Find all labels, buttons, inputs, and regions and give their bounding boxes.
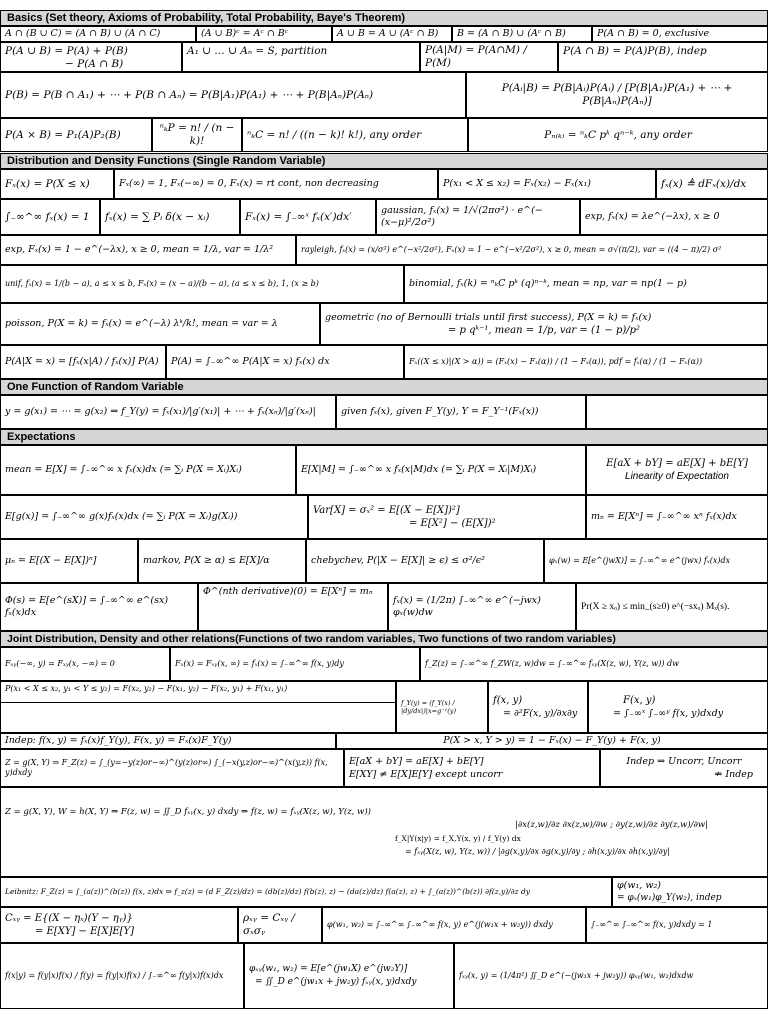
formula-independence-joint: Indep: f(x, y) = fₓ(x)f_Y(y), F(x, y) = Fₓ(x)F_Y(y) (0, 733, 336, 749)
section-header-joint: Joint Distribution, Density and other relations(Functions of two random variables, Two functions of two random variables) (0, 631, 768, 647)
formula-joint-characteristic: φ(w₁, w₂) = ∫₋∞^∞ ∫₋∞^∞ f(x, y) e^(j(w₁x + w₂y)) dxdy (322, 907, 586, 943)
formula-joint-pdf (488, 681, 588, 733)
formula-two-functions-line1: Z = g(X, Y), W = h(X, Y) ⇒ F(z, w) = ∬_D fₓᵧ(x, y) dxdy ⇒ f(z, w) = fₓᵧ(X(z, w), Y(z, w)) (5, 807, 371, 817)
formula-union-prob (0, 42, 182, 72)
formula-cdf-def: Fₓ(x) = P(X ≤ x) (0, 169, 114, 199)
formula-mean: mean = E[X] = ∫₋∞^∞ x fₓ(x)dx (= ∑ᵢ P(X = Xᵢ)Xᵢ) (0, 445, 296, 495)
formula-joint-cdf-line1: F(x, y) (623, 695, 656, 706)
formula-truncated-cdf: Fₓ((X ≤ x)|(X > α)) = (Fₓ(x) − Fₓ(α)) / (1 − Fₓ(α)), pdf = fₓ(α) / (1 − Fₓ(α)) (404, 345, 768, 379)
formula-variance (308, 495, 586, 539)
formula-gaussian: gaussian, fₓ(x) = 1/√(2πσ²) · e^(−(x−μ)²/2σ²) (376, 199, 580, 235)
formula-expectation-product-line1: E[aX + bY] = aE[X] + bE[Y] (349, 756, 484, 767)
formula-jacobian-inverse: = fₓᵧ(X(z, w), Y(z, w)) / |∂g(x,y)/∂x ∂g(x,y)/∂y ; ∂h(x,y)/∂x ∂h(x,y)/∂y| (405, 847, 670, 856)
formula-z-cdf: Z = g(X, Y) ⇒ F_Z(z) = ∫_(y=−y(z)or−∞)^(y(z)or∞) ∫_(−x(y,z)or−∞)^(x(y,z)) f(x, y)dxdy (0, 749, 344, 787)
formula-binomial: binomial, fₓ(k) = ⁿₖC pᵏ (q)ⁿ⁻ᵏ, mean = np, var = np(1 − p) (404, 265, 768, 303)
formula-exclusive: P(A ∩ B) = 0, exclusive (592, 26, 768, 42)
formula-linearity-label: Linearity of Expectation (625, 471, 729, 482)
formula-mgf-derivative: Φ^(nth derivative)(0) = E[Xⁿ] = mₙ (198, 583, 388, 631)
formula-partition: A₁ ∪ … ∪ Aₙ = S, partition (182, 42, 420, 72)
formula-poisson: poisson, P(X = k) = fₓ(x) = e^(−λ) λᵏ/k!, mean = var = λ (0, 303, 320, 345)
formula-correlation: ρₓᵧ = Cₓᵧ / σₓσᵧ (238, 907, 322, 943)
formula-moment: mₙ = E[Xⁿ] = ∫₋∞^∞ xⁿ fₓ(x)dx (586, 495, 768, 539)
formula-union-prob-line1: P(A ∪ B) = P(A) + P(B) (5, 45, 128, 57)
section-header-distribution: Distribution and Density Functions (Single Random Variable) (0, 153, 768, 169)
formula-linearity (586, 445, 768, 495)
formula-variance-line1: Var[X] = σₓ² = E[(X − E[X])²] (313, 505, 460, 516)
formula-interval-prob: P(x₁ < X ≤ x₂) = Fₓ(x₂) − Fₓ(x₁) (438, 169, 656, 199)
formula-total-prob-continuous: P(A) = ∫₋∞^∞ P(A|X = x) fₓ(x) dx (166, 345, 404, 379)
formula-geometric-line1: geometric (no of Bernoulli trials until first success), P(X = k) = fₓ(x) (325, 312, 652, 323)
formula-expected-function: E[g(x)] = ∫₋∞^∞ g(x)fₓ(x)dx (= ∑ᵢ P(X = Xᵢ)g(Xᵢ)) (0, 495, 308, 539)
formula-joint-char-indep (612, 877, 768, 907)
formula-rectangle-prob: P(x₁ < X ≤ x₂, y₁ < Y ≤ y₂) = F(x₂, y₂) − F(x₁, y₂) − F(x₂, y₁) + F(x₁, y₁) (0, 681, 396, 703)
formula-union-decomp: A ∪ B = A ∪ (Aᶜ ∩ B) (332, 26, 452, 42)
formula-joint-pdf-line2: = ∂²F(x, y)/∂x∂y (503, 708, 578, 719)
section-header-basics: Basics (Set theory, Axioms of Probability, Total Probability, Baye's Theorem) (0, 10, 768, 26)
formula-conditional-density: P(A|X = x) = [fₓ(x|A) / fₓ(x)] P(A) (0, 345, 166, 379)
formula-set-decomp: B = (A ∩ B) ∪ (Aᶜ ∩ B) (452, 26, 592, 42)
formula-expectation-product-line2: E[XY] ≠ E[X]E[Y] except uncorr (349, 769, 503, 780)
empty-cell (0, 703, 396, 733)
section-header-expectations: Expectations (0, 429, 768, 445)
formula-product-space: P(A × B) = P₁(A)P₂(B) (0, 118, 152, 152)
formula-geometric (320, 303, 768, 345)
formula-joint-survival: P(X > x, Y > y) = 1 − Fₓ(x) − F_Y(y) + F(x, y) (336, 733, 768, 749)
formula-joint-cdf-line2: = ∫₋∞ˣ ∫₋∞ʸ f(x, y)dxdy (613, 708, 724, 719)
formula-cdf-props: Fₓ(∞) = 1, Fₓ(−∞) = 0, Fₓ(x) = rt cont, non decreasing (114, 169, 438, 199)
formula-joint-cdf (588, 681, 768, 733)
formula-expectation-product (344, 749, 600, 787)
formula-conditional-mean: E[X|M] = ∫₋∞^∞ x fₓ(x|M)dx (= ∑ᵢ P(X = Xᵢ|M)Xᵢ) (296, 445, 586, 495)
formula-transform-note: f_Y(y) = (f_Y(x) / |dy/dx|)|x=g⁻¹(y) (396, 681, 488, 733)
formula-bayes: P(Aᵢ|B) = P(B|Aᵢ)P(Aᵢ) / [P(B|A₁)P(A₁) + ⋯ + P(B|Aₙ)P(Aₙ)] (466, 72, 768, 118)
formula-two-functions (0, 787, 768, 877)
formula-independence: P(A ∩ B) = P(A)P(B), indep (558, 42, 768, 72)
formula-leibnitz: Leibnitz: F_Z(z) = ∫_(a(z))^(b(z)) f(x, z)dx ⇒ f_z(z) = (d F_Z(z)/dz) = (db(z)/dz) f(b(z), z) − (da(z)/dz) f(a(z), z) + ∫_(a(z))^(b(z)) ∂f(z,y)/∂z dy (0, 877, 612, 907)
formula-bayes-continuous: f(x|y) = f(y|x)f(x) / f(y) = f(y|x)f(x) / ∫₋∞^∞ f(y|x)f(x)dx (0, 943, 244, 1009)
formula-chebychev: chebychev, P(|X − E[X]| ≥ ϵ) ≤ σ²/ϵ² (306, 539, 544, 583)
formula-geometric-line2: = p qᵏ⁻¹, mean = 1/p, var = (1 − p)/p² (447, 325, 641, 336)
formula-combination: ⁿₖC = n! / ((n − k)! k!), any order (242, 118, 468, 152)
formula-union-prob-line2: − P(A ∩ B) (65, 58, 124, 70)
formula-discrete-pdf: fₓ(x) = ∑ Pᵢ δ(x − xᵢ) (100, 199, 240, 235)
formula-chernoff: Pr(X ≥ xₒ) ≤ min_(s≥0) e^(−sxₒ) Mₓ(s). (576, 583, 768, 631)
formula-joint-cdf-limits: Fₓᵧ(−∞, y) = Fₓᵧ(x, −∞) = 0 (0, 647, 170, 681)
formula-pdf-normalization: ∫₋∞^∞ fₓ(x) = 1 (0, 199, 100, 235)
formula-inverse-joint-char: fₓᵧ(x, y) = (1/4π²) ∬_D e^(−(jw₁x + jw₂y)) φₓᵧ(w₁, w₂)dxdw (454, 943, 768, 1009)
formula-bernoulli-trials: Pₙ₍ₖ₎ = ⁿₖC pᵏ qⁿ⁻ᵏ, any order (468, 118, 768, 152)
formula-exponential-pdf: exp, fₓ(x) = λe^(−λx), x ≥ 0 (580, 199, 768, 235)
formula-mgf: Φ(s) = E[e^(sX)] = ∫₋∞^∞ e^(sx) fₓ(x)dx (0, 583, 198, 631)
formula-demorgan: (A ∪ B)ᶜ = Aᶜ ∩ Bᶜ (196, 26, 332, 42)
formula-total-probability: P(B) = P(B ∩ A₁) + ⋯ + P(B ∩ Aₙ) = P(B|A₁)P(A₁) + ⋯ + P(B|Aₙ)P(Aₙ) (0, 72, 466, 118)
formula-indep-uncorr (600, 749, 768, 787)
formula-distributive: A ∩ (B ∪ C) = (A ∩ B) ∪ (A ∩ C) (0, 26, 196, 42)
formula-conditional-joint: f_X|Y(x|y) = f_X,Y(x, y) / f_Y(y) dx (395, 834, 521, 843)
empty-cell (586, 395, 768, 429)
formula-markov: markov, P(X ≥ α) ≤ E[X]/α (138, 539, 306, 583)
formula-covariance-line2: = E[XY] − E[X]E[Y] (35, 926, 135, 937)
section-header-one-function: One Function of Random Variable (0, 379, 768, 395)
formula-central-moment: μₙ = E[(X − E[X])ⁿ] (0, 539, 138, 583)
formula-joint-normalization: ∫₋∞^∞ ∫₋∞^∞ f(x, y)dxdy = 1 (586, 907, 768, 943)
formula-indep-uncorr-line1: Indep ⇒ Uncorr, Uncorr (626, 756, 742, 767)
formula-covariance-line1: Cₓᵧ = E{(X − ηₓ)(Y − ηᵧ)} (5, 913, 133, 924)
formula-covariance (0, 907, 238, 943)
formula-joint-char-expect (244, 943, 454, 1009)
formula-permutation: ⁿₖP = n! / (n − k)! (152, 118, 242, 152)
formula-characteristic-function: φₓ(w) = E[e^(jwX)] = ∫₋∞^∞ e^(jwx) fₓ(x)dx (544, 539, 768, 583)
formula-joint-char-indep-line1: φ(w₁, w₂) (617, 880, 661, 891)
formula-linearity-eq: E[aX + bY] = aE[X] + bE[Y] (606, 458, 748, 469)
formula-transform-density: y = g(x₁) = ⋯ = g(x₂) ⇒ f_Y(y) = fₓ(x₁)/|g′(x₁)| + ⋯ + fₓ(xₙ)/|g′(xₙ)| (0, 395, 336, 429)
formula-pdf-def: fₓ(x) ≜ dFₓ(x)/dx (656, 169, 768, 199)
formula-joint-pdf-line1: f(x, y) (493, 695, 523, 706)
formula-variance-line2: = E[X²] − (E[X])² (409, 518, 496, 529)
formula-rayleigh: rayleigh, fₓ(x) = (x/σ²) e^(−x²/2σ²), Fₓ(x) = 1 − e^(−x²/2σ²), x ≥ 0, mean = σ√(π/2), var = ((4 − π)/2) σ² (296, 235, 768, 265)
formula-joint-char-indep-line2: = φₓ(w₁)φ_Y(w₂), indep (617, 893, 722, 903)
formula-z-marginal: f_Z(z) = ∫₋∞^∞ f_ZW(z, w)dw = ∫₋∞^∞ fₓᵧ(X(z, w), Y(z, w)) dw (420, 647, 768, 681)
formula-joint-char-expect-line2: = ∬_D e^(jw₁x + jw₂y) fₓᵧ(x, y)dxdy (255, 977, 417, 987)
formula-exponential-cdf: exp, Fₓ(x) = 1 − e^(−λx), x ≥ 0, mean = 1/λ, var = 1/λ² (0, 235, 296, 265)
formula-conditional: P(A|M) = P(A∩M) / P(M) (420, 42, 558, 72)
formula-inverse-characteristic: fₓ(x) = (1/2π) ∫₋∞^∞ e^(−jwx) φₓ(w)dw (388, 583, 576, 631)
formula-joint-char-expect-line1: φₓᵧ(w₁, w₂) = E[e^(jw₁X) e^(jw₂Y)] (249, 964, 408, 974)
formula-marginal: Fₓ(x) = Fₓᵧ(x, ∞) = fₓ(x) = ∫₋∞^∞ f(x, y)dy (170, 647, 420, 681)
formula-inverse-transform: given fₓ(x), given F_Y(y), Y = F_Y⁻¹(Fₓ(x)) (336, 395, 586, 429)
formula-uniform: unif, fₓ(x) = 1/(b − a), a ≤ x ≤ b, Fₓ(x) = (x − a)/(b − a), (a ≤ x ≤ b), 1, (x ≥ b) (0, 265, 404, 303)
formula-jacobian: |∂x(z,w)/∂z ∂x(z,w)/∂w ; ∂y(z,w)/∂z ∂y(z,w)/∂w| (515, 820, 709, 830)
formula-cdf-integral: Fₓ(x) = ∫₋∞ˣ fₓ(x′)dx′ (240, 199, 376, 235)
formula-indep-uncorr-line2: ⇏ Indep (714, 769, 753, 780)
